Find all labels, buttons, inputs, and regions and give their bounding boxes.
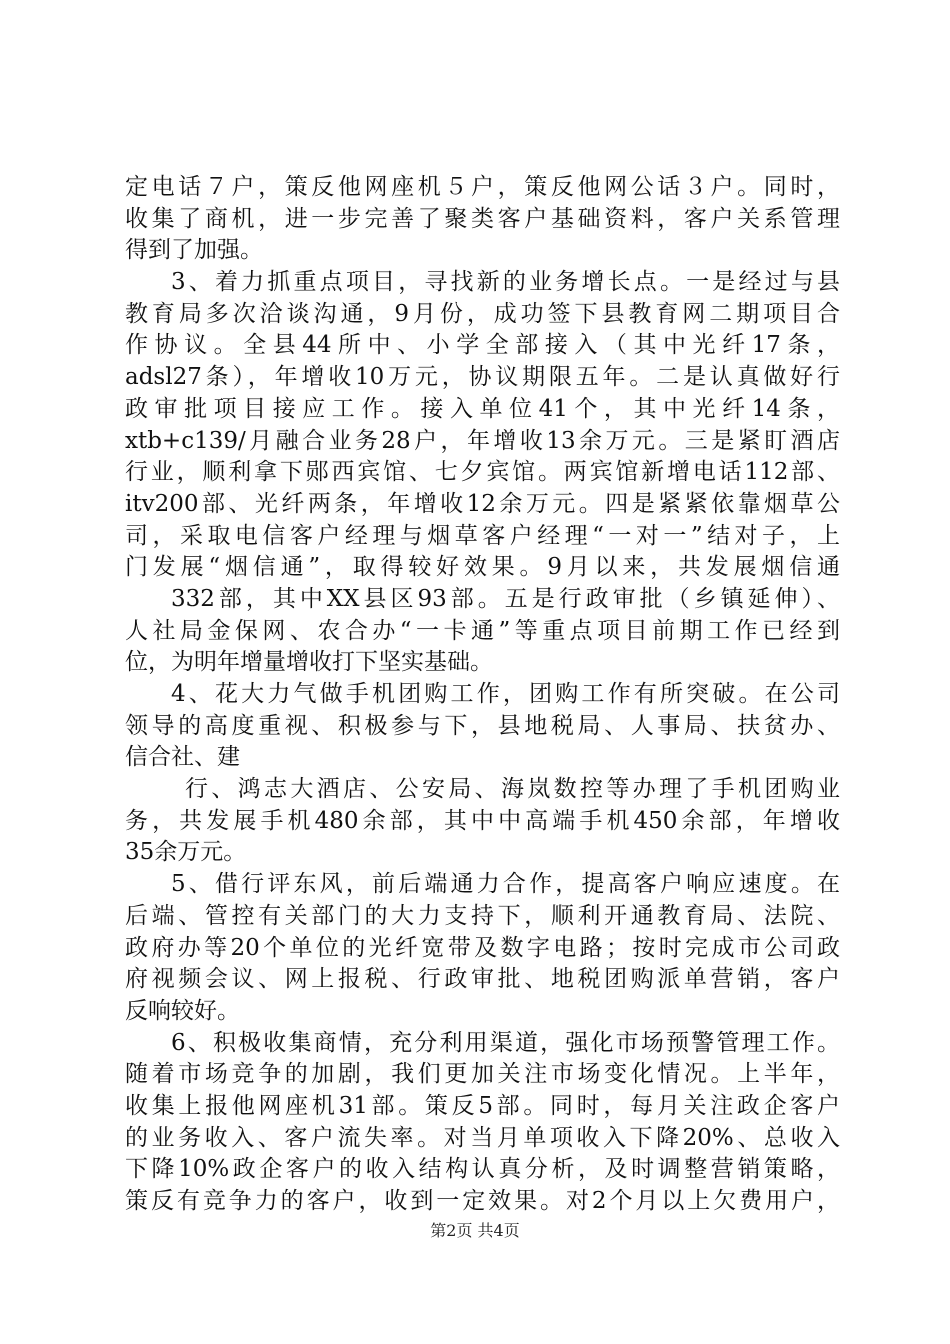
text-line: 作协议。全县44所中、小学全部接入（其中光纤17条， [125, 332, 840, 359]
text-line: 5、借行评东风，前后端通力合作，提高客户响应速度。在 [171, 871, 840, 898]
text-line: 下降10%政企客户的收入结构认真分析，及时调整营销策略， [125, 1156, 840, 1183]
document-body [125, 172, 840, 1218]
text-line: 3、着力抓重点项目，寻找新的业务增长点。一是经过与县 [171, 269, 840, 296]
text-line: 35余万元。 [125, 839, 247, 866]
page-number-footer: 第2页 共4页 [430, 1221, 520, 1240]
text-line: 得到了加强。 [125, 237, 263, 264]
text-line: xtb+c139/月融合业务28户，年增收13余万元。三是紧盯酒店 [125, 427, 840, 454]
text-line: 反响较好。 [125, 997, 240, 1024]
text-line: 务，共发展手机480余部，其中中高端手机450余部，年增收 [125, 807, 840, 834]
text-line: 行、鸿志大酒店、公安局、海岚数控等办理了手机团购业 [185, 776, 840, 803]
text-line: 教育局多次洽谈沟通，9月份，成功签下县教育网二期项目合 [125, 300, 840, 327]
text-line: 位，为明年增量增收打下坚实基础。 [125, 649, 493, 676]
text-line: adsl27条），年增收10万元，协议期限五年。二是认真做好行 [125, 364, 840, 391]
text-line: 信合社、建 [125, 744, 240, 771]
text-line: 司，采取电信客户经理与烟草客户经理“一对一”结对子，上 [125, 522, 840, 549]
text-line: 人社局金保网、农合办“一卡通”等重点项目前期工作已经到 [125, 617, 840, 644]
text-line: 门发展“烟信通”，取得较好效果。9月以来，共发展烟信通 [125, 554, 840, 581]
text-line: 行业，顺利拿下郧西宾馆、七夕宾馆。两宾馆新增电话112部、 [125, 459, 840, 486]
text-line: 府视频会议、网上报税、行政审批、地税团购派单营销，客户 [125, 966, 840, 993]
text-line: 6、积极收集商情，充分利用渠道，强化市场预警管理工作。 [171, 1029, 840, 1056]
text-line: 收集了商机，进一步完善了聚类客户基础资料，客户关系管理 [125, 205, 840, 232]
text-line: 后端、管控有关部门的大力支持下，顺利开通教育局、法院、 [125, 902, 840, 929]
text-line: 的业务收入、客户流失率。对当月单项收入下降20%、总收入 [125, 1124, 840, 1151]
text-line: 收集上报他网座机31部。策反5部。同时，每月关注政企客户 [125, 1092, 840, 1119]
text-line: 政府办等20个单位的光纤宽带及数字电路；按时完成市公司政 [125, 934, 840, 961]
text-line: 332部，其中XX县区93部。五是行政审批（乡镇延伸）、 [171, 585, 840, 612]
text-line: 随着市场竞争的加剧，我们更加关注市场变化情况。上半年， [125, 1061, 840, 1088]
text-line: 政审批项目接应工作。接入单位41个，其中光纤14条， [125, 395, 840, 422]
text-line: itv200部、光纤两条，年增收12余万元。四是紧紧依靠烟草公 [125, 490, 840, 517]
text-line: 领导的高度重视、积极参与下，县地税局、人事局、扶贫办、 [125, 712, 840, 739]
text-line: 策反有竞争力的客户，收到一定效果。对2个月以上欠费用户， [125, 1188, 840, 1214]
text-line: 4、花大力气做手机团购工作，团购工作有所突破。在公司 [171, 681, 840, 707]
text-line: 定电话７户，策反他网座机５户，策反他网公话３户。同时， [125, 174, 840, 200]
